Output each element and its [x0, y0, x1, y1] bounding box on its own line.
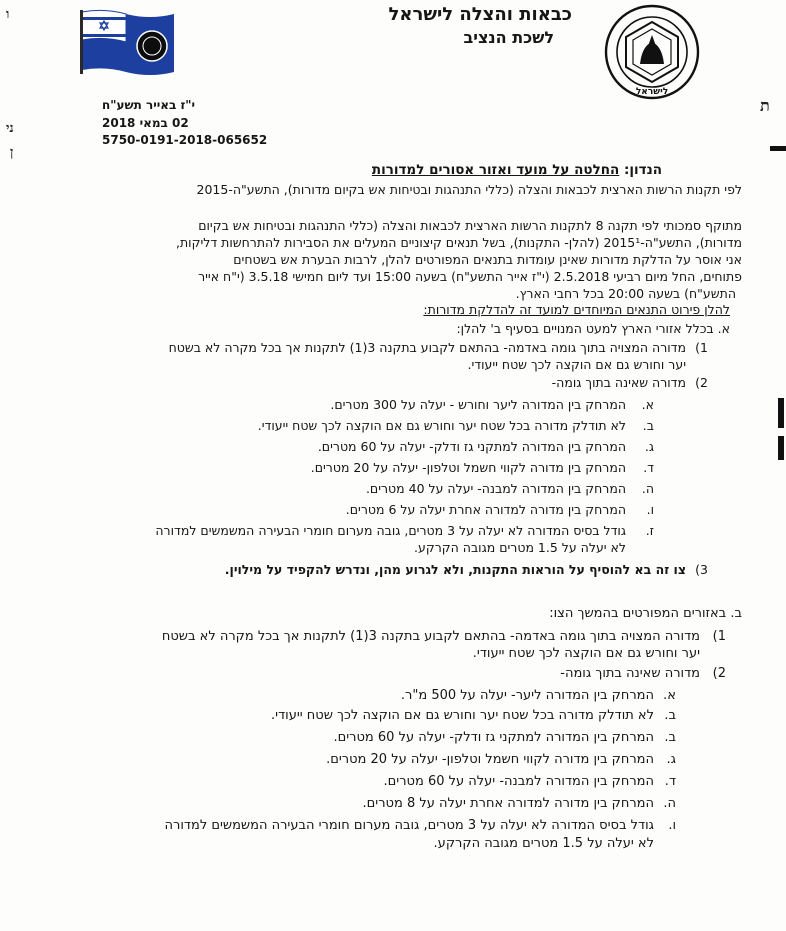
item-number: 1) — [695, 340, 708, 355]
section-b-item2: מדורה שאינה בתוך גומה- — [560, 666, 700, 681]
section-b-subitem: המרחק בין מדורה לקווי חשמל וטלפון- יעלה על 20 מטרים. — [326, 752, 654, 767]
subitem-letter: א. — [641, 397, 654, 412]
subitem-letter: ג. — [644, 439, 654, 454]
section-b-subitem: המרחק בין המדורה למתקני גז ודלק- יעלה על 60 מטרים. — [333, 730, 654, 745]
section-a-subitem: המרחק בין מדורה לקווי חשמל וטלפון- יעלה על 20 מטרים. — [310, 460, 626, 475]
section-a-subitem: המרחק בין המדורה ליער וחורש - יעלה על 300 מטרים. — [330, 397, 626, 412]
scan-mark — [778, 398, 784, 428]
subitem-letter: ה. — [641, 481, 654, 496]
section-b-subitem: המרחק בין מדורה למדורה אחרת יעלה על 8 מטרים. — [362, 796, 654, 811]
section-a-subitem: המרחק בין המדורה למתקני גז ודלק- יעלה על 60 מטרים. — [317, 439, 626, 454]
section-a-text: בכלל אזורי הארץ למעט המנויים בסעיף ב' להלן: — [456, 321, 714, 336]
intro-line: אני אוסר על הדלקת מדורות שאינן עומדות בתנאים המפורטים להלן, לרבות הבערת אש בשטחים — [233, 252, 742, 267]
legal-basis: לפי תקנות הרשות הארצית לכבאות והצלה (כללי התנהגות ובטיחות אש בקיום מדורות), התשע"ה-2015 — [196, 182, 742, 197]
section-a-subitem: לא תודלק מדורה בכל שטח יער וחורש גם אם הוקצה לכך שטח ייעודי. — [257, 418, 626, 433]
section-b-subitem: המרחק בין המדורה למבנה- יעלה על 60 מטרים. — [383, 774, 654, 789]
subject-title: החלטה על מועד ואזור אסורים למדורות — [371, 162, 620, 178]
section-a-title — [456, 321, 730, 336]
subitem-letter: ב. — [642, 418, 654, 433]
subitem-letter: ז. — [645, 523, 654, 538]
intro-line: מדורות), התשע"ה-2015¹ (להלן- התקנות), בשל תנאים קיצוניים המעלים את הסבירות להתרחשות דליקות, — [175, 235, 742, 250]
item-number: 3) — [695, 562, 708, 577]
subject-prefix: הנדון: — [619, 162, 662, 178]
subitem-letter: ו. — [646, 502, 654, 517]
scan-mark — [778, 436, 784, 460]
subitem-letter: א. — [663, 688, 676, 703]
subitem-letter: ה. — [663, 796, 676, 811]
subitem-letter: ג. — [666, 752, 676, 767]
section-b-subitem: לא תודלק מדורה בכל שטח יער וחורש גם אם הוקצה לכך שטח ייעודי. — [271, 708, 654, 723]
section-b-item1: מדורה המצויה בתוך גומה באדמה- בהתאם לקבוע בתקנה 3(1) לתקנות אך בכל מקרה לא בשטח — [161, 629, 700, 644]
margin-fragment: ני — [6, 121, 14, 136]
section-b-label: ב. — [730, 606, 742, 621]
section-b-item1-cont: יער וחורש גם אם הוקצה לכך שטח ייעודי. — [472, 646, 700, 661]
intro-line: התשע"ח) בשעה 20:00 בכל רחבי הארץ. — [515, 286, 736, 301]
section-a-subitem: המרחק בין מדורה למדורה אחרת יעלה על 6 מטרים. — [345, 502, 626, 517]
seal-text: לישראל — [635, 87, 669, 97]
section-a-item2: מדורה שאינה בתוך גומה- — [551, 375, 686, 390]
section-b-subitem: גודל בסיס המדורה לא יעלה על 3 מטרים, גובה מערום חומרי הבעירה המשמשים למדורה — [164, 818, 654, 833]
section-b-subitem: המרחק בין המדורה ליער- יעלה על 500 מ"ר. — [400, 688, 654, 703]
item-number: 2) — [712, 666, 726, 681]
subitem-letter: ב. — [664, 730, 676, 745]
section-a-label: א. — [717, 321, 730, 336]
section-a-item1: מדורה המצויה בתוך גומה באדמה- בהתאם לקבוע בתקנה 3(1) לתקנות אך בכל מקרה לא בשטח — [168, 340, 686, 355]
subitem-letter: ד. — [664, 774, 676, 789]
details-heading: להלן פירוט התנאים המיוחדים למועד זה להדלקת מדורות: — [423, 302, 730, 317]
item-number: 2) — [695, 375, 708, 390]
section-b-title — [549, 606, 742, 621]
section-a-subitem-cont: לא יעלה על 1.5 מטרים מגובה הקרקע. — [414, 540, 626, 555]
org-unit: לשכת הנציב — [463, 28, 554, 47]
subject-line — [372, 162, 662, 178]
margin-fragment: ן — [10, 145, 14, 160]
margin-fragment: ת — [760, 96, 770, 115]
flag-logo — [80, 8, 176, 76]
intro-line: מתוקף סמכותי לפי תקנה 8 לתקנות הרשות הארצית לכבאות והצלה (כללי התנהגות ובטיחות אש בקיום — [198, 218, 742, 233]
section-a-item1-cont: יער וחורש גם אם הוקצה לכך שטח ייעודי. — [467, 357, 686, 372]
intro-line: פתוחים, החל מיום רביעי 2.5.2018 (י"ז אייר התשע"ח) בשעה 15:00 ועד ליום חמישי 3.5.18 (י"ח אייר — [198, 269, 742, 284]
section-a-subitem: המרחק בין המדורה למבנה- יעלה על 40 מטרים. — [365, 481, 626, 496]
section-b-text: באזורים המפורטים בהמשך הצו: — [549, 606, 727, 621]
org-name: כבאות והצלה לישראל — [388, 4, 572, 25]
subitem-letter: ו. — [668, 818, 676, 833]
subitem-letter: ב. — [664, 708, 676, 723]
fire-service-seal — [602, 2, 702, 102]
subitem-letter: ד. — [643, 460, 654, 475]
hebrew-date: י"ז באייר תשע"ח — [102, 98, 196, 112]
section-a-item3: צו זה בא להוסיף על הוראות התקנות, ולא לגרוע מהן, ונדרש להקפיד על מילוין. — [224, 562, 686, 577]
section-a-subitem: גודל בסיס המדורה לא יעלה על 3 מטרים, גובה מערום חומרי הבעירה המשמשים למדורה — [155, 523, 626, 538]
margin-fragment: ו — [6, 7, 10, 22]
section-b-subitem-cont: לא יעלה על 1.5 מטרים מגובה הקרקע. — [433, 836, 654, 851]
gregorian-date: 02 במאי 2018 — [102, 116, 189, 130]
item-number: 1) — [712, 629, 726, 644]
scan-mark — [770, 146, 786, 151]
reference-number: 5750-0191-2018-065652 — [102, 133, 268, 147]
